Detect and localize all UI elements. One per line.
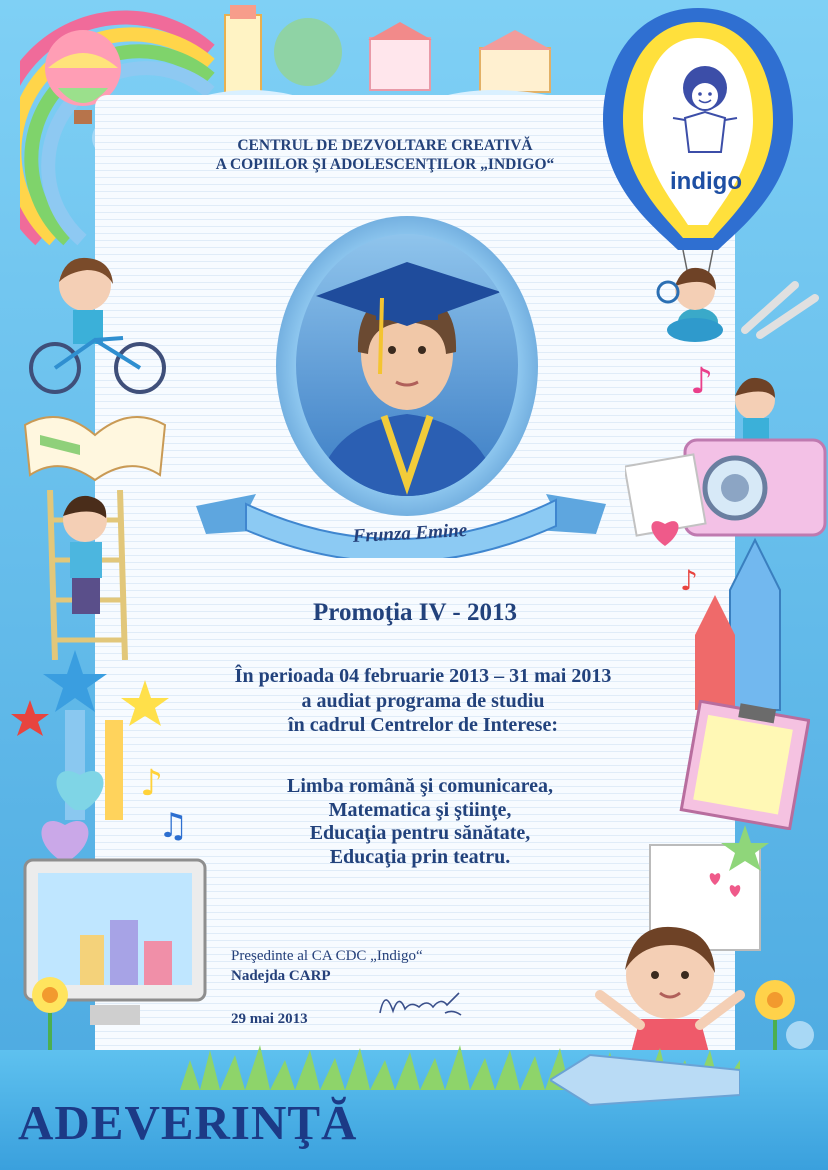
hearts-icon [25,760,125,870]
organization-name-line2: A COPIILOR ŞI ADOLESCENŢILOR „INDIGO“ [215,156,555,173]
subject-item: Educaţia pentru sănătate, [309,822,531,844]
student-photo-frame [276,216,546,522]
pencils-icon [695,535,815,715]
svg-text:♪: ♪ [140,763,163,804]
city-buildings-decoration [190,0,570,110]
student-name: Frunza Emine [352,520,468,547]
subject-item: Matematica şi ştiinţe, [328,798,512,821]
svg-text:♪: ♪ [690,361,713,402]
subjects-list [190,775,650,869]
notepad-icon [670,700,810,830]
document-title: ADEVERINŢĂ [18,1095,358,1150]
open-book-icon [20,395,170,485]
issue-date: 29 mai 2013 [231,1011,308,1027]
ladder-boy-icon [30,490,140,660]
promotion-title: Promoţia IV - 2013 [313,599,517,626]
period-line3: în cadrul Centrelor de Interese: [288,714,558,736]
signatory-title: Preşedinte al CA CDC „Indigo“ [231,948,423,964]
organization-name-line1: CENTRUL DE DEZVOLTARE CREATIVĂ [237,137,533,154]
student-photo [296,234,518,496]
music-note-right-icon [690,355,730,405]
girl-with-magnifier-icon [650,262,730,342]
pencil-bottom-icon [550,1050,740,1110]
period-line1: În perioada 04 februarie 2013 – 31 mai 2013 [234,665,612,687]
svg-text:♪: ♪ [680,564,698,597]
period-line2: a audiat programa de studiu [301,689,545,712]
svg-text:♫: ♫ [158,806,189,845]
name-ribbon [196,486,606,558]
logo-text: indigo [670,168,742,195]
handwritten-signature-icon [375,983,465,1023]
music-notes-icon [140,755,190,845]
child-logo-icon [665,60,745,160]
signatory-name: Nadejda CARP [231,968,331,984]
girl-on-bicycle-icon [25,250,175,400]
organization-header [150,136,620,174]
study-period-text [150,664,696,738]
flower-left-icon [15,965,85,1055]
graduate-portrait-icon [296,234,518,496]
pens-icon [740,280,820,340]
heart-right-icon [645,510,685,550]
subject-item: Educaţia prin teatru. [329,845,511,868]
subject-item: Limba română şi comunicarea, [287,775,553,797]
